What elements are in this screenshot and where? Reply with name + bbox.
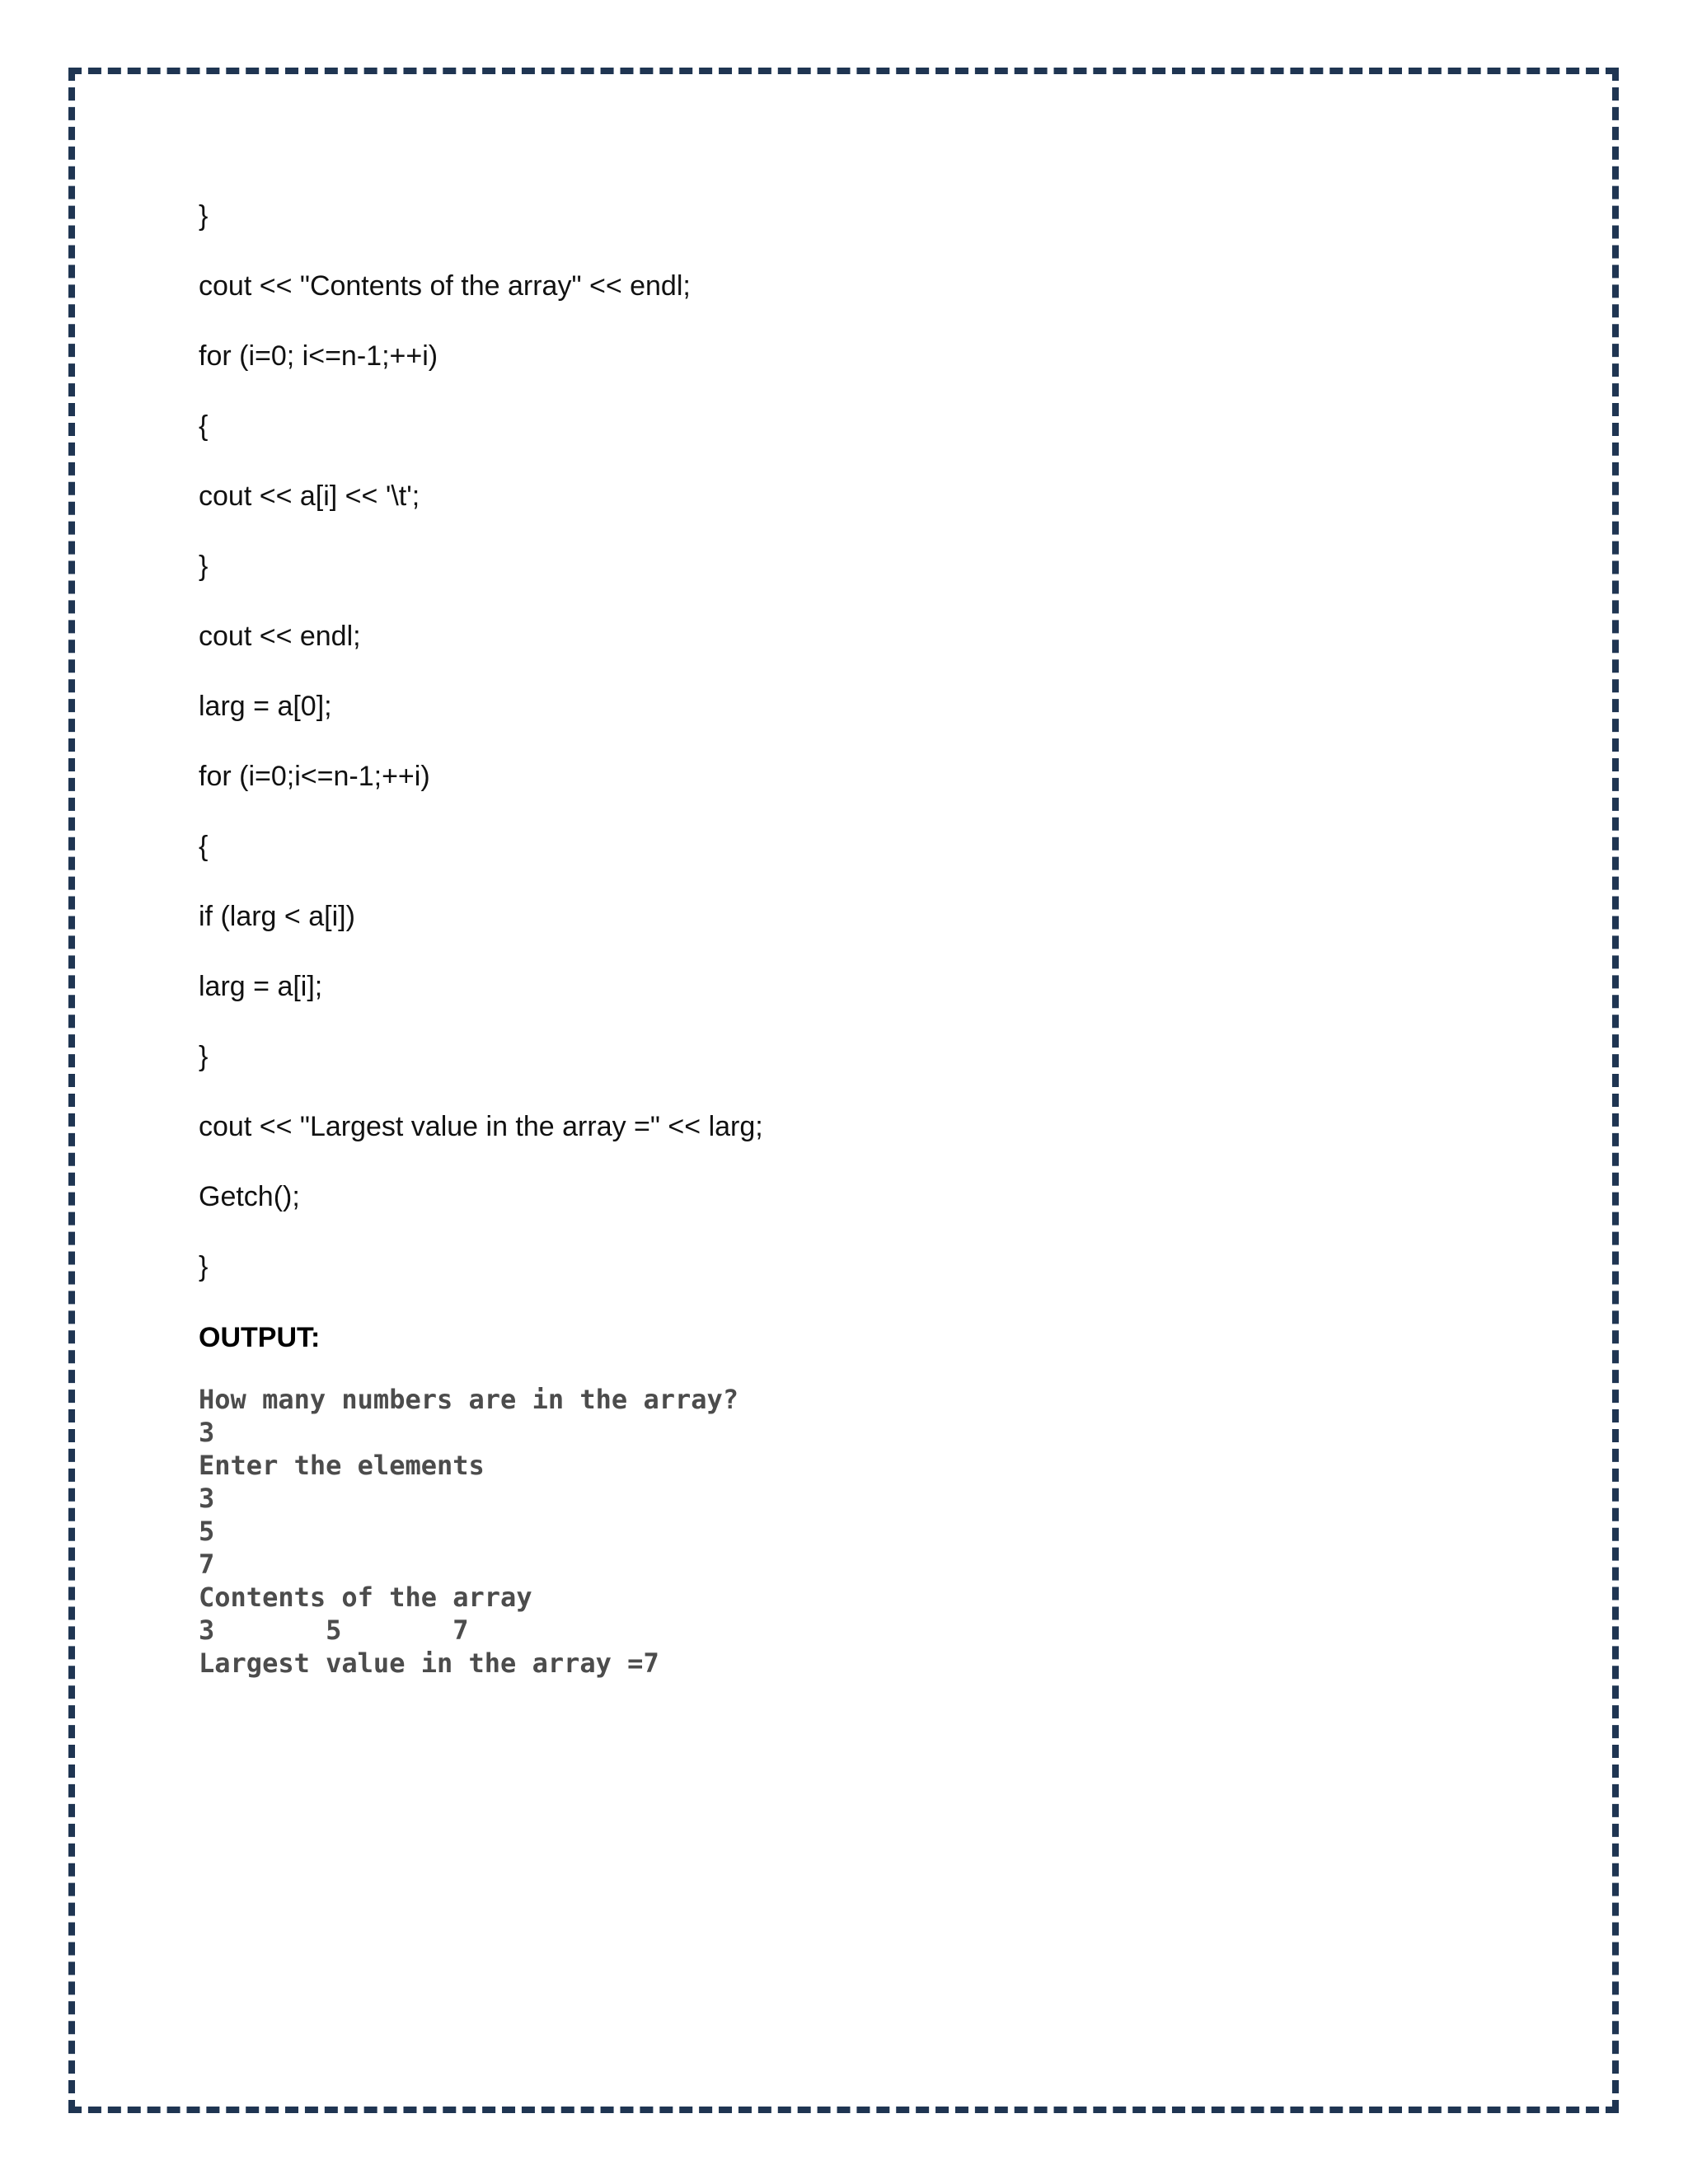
console-line: 5	[199, 1516, 215, 1547]
console-line: 3 5 7	[199, 1615, 469, 1646]
code-line: if (larg < a[i])	[199, 901, 355, 932]
code-line: for (i=0;i<=n-1;++i)	[199, 761, 430, 792]
code-line: cout << a[i] << '\t';	[199, 480, 420, 512]
code-line: cout << "Largest value in the array =" << larg;	[199, 1111, 763, 1142]
console-output	[199, 1383, 792, 1680]
code-line: cout << endl;	[199, 621, 361, 652]
code-line: }	[199, 200, 209, 232]
console-line: Largest value in the array =7	[199, 1647, 659, 1679]
console-line: Enter the elements	[199, 1450, 485, 1481]
console-line: How many numbers are in the array?	[199, 1384, 739, 1415]
code-line: Getch();	[199, 1181, 300, 1212]
output-heading: OUTPUT:	[199, 1322, 321, 1353]
console-line: 3	[199, 1417, 215, 1448]
console-line: Contents of the array	[199, 1582, 532, 1613]
code-line: {	[199, 410, 209, 442]
code-line: for (i=0; i<=n-1;++i)	[199, 340, 438, 372]
code-line: cout << "Contents of the array" << endl;	[199, 270, 691, 302]
code-line: {	[199, 831, 209, 862]
console-line: 3	[199, 1483, 215, 1514]
code-line: }	[199, 1041, 209, 1072]
code-line: larg = a[i];	[199, 971, 323, 1002]
code-line: larg = a[0];	[199, 691, 332, 722]
code-line: }	[199, 551, 209, 582]
code-line: }	[199, 1251, 209, 1282]
code-listing	[199, 195, 1435, 1316]
console-line: 7	[199, 1549, 215, 1580]
